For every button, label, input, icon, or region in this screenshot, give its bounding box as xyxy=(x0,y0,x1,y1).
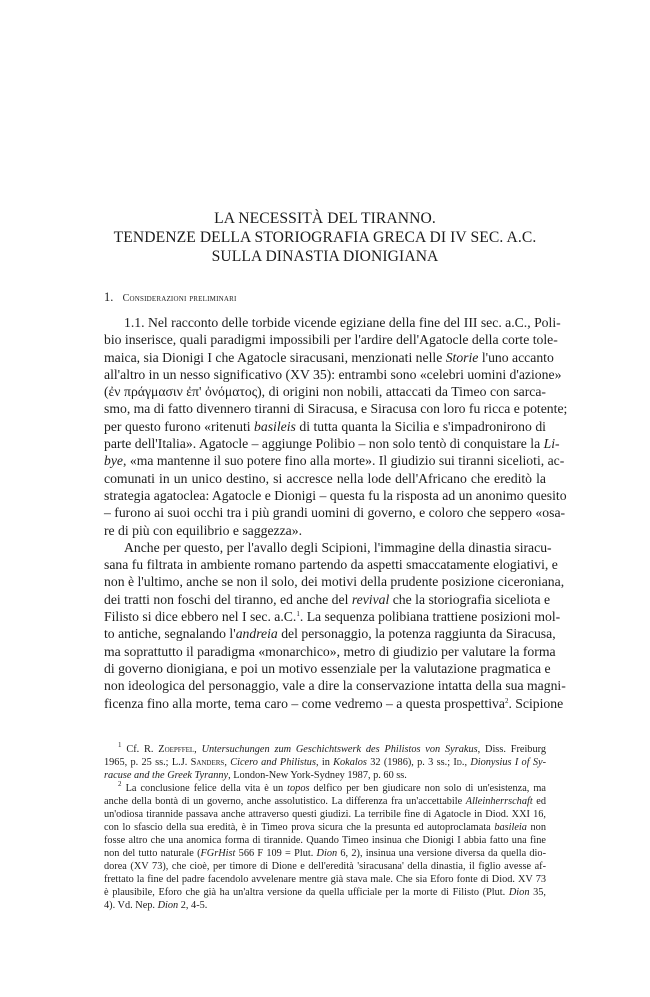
body-line: dei tratti non foschi del tiranno, ed anche del revival che la storiografia siceliota e xyxy=(104,591,551,607)
footnote-1-line: racuse and the Greek Tyranny, London-New York-Sydney 1987, p. 60 ss. xyxy=(104,770,407,781)
footnote-2-line: anche della bontà di un governo, anche assolutistico. La differenza fra un'accettabile Alleinherrschaft ed xyxy=(104,796,546,807)
footnote-1-line: 1965, p. 25 ss.; L.J. Sanders, Cicero and Philistus, in Kokalos 32 (1986), p. 3 ss.; Id., Dionysius I of Sy- xyxy=(104,757,547,768)
body-line: Anche per questo, per l'avallo degli Scipioni, l'immagine della dinastia siracu- xyxy=(124,539,552,555)
body-line: smo, ma di fatto divennero tiranni di Siracusa, e Siracusa con loro fu ricca e potente; xyxy=(104,401,568,417)
body-line: non è l'ultimo, anche se non il solo, dei motivi della prudente posizione ciceroniana, xyxy=(104,574,565,590)
body-line: all'altro in un nesso significativo (XV 35): entrambi sono «celebri uomini d'azione» xyxy=(104,366,562,382)
section-number: 1. xyxy=(104,290,114,304)
body-line: comunati in un unico destino, si accresce nella lode dell'Africano che ereditò la xyxy=(104,470,546,486)
footnote-1-line: $^1$ Cf. R. Zoepffel, Untersuchungen zum Geschichtswerk des Philistos von Syrakus, Diss. Freiburg xyxy=(118,741,546,755)
title-line-1: LA NECESSITÀ DEL TIRANNO. xyxy=(214,210,436,227)
body-text xyxy=(104,314,568,712)
footnote-ref-1: 1 xyxy=(296,610,300,619)
body-line: strategia agatoclea: Agatocle e Dionigi – questa fu la risposta ad un anonimo quesito xyxy=(104,487,567,503)
body-line: (ἐν πράγμασιν ἐπ' ὀνόματος), di origini non nobili, attaccati da Timeo con sarca- xyxy=(104,384,546,400)
footnote-2-line: con lo sfascio della sua eredità, è in Timeo prova sicura che la presunta ed autoproclamata basileia non xyxy=(104,822,546,833)
title-line-2: TENDENZE DELLA STORIOGRAFIA GRECA DI IV SEC. A.C. xyxy=(113,229,537,246)
section-heading xyxy=(104,290,237,305)
body-line: ficenza fino alla morte, tema caro – come vedremo – a questa prospettiva$^2$. Scipione xyxy=(104,695,564,711)
body-line: to antiche, segnalando l'andreia del personaggio, la potenza raggiunta da Siracusa, xyxy=(104,626,556,642)
body-line: Filisto si dice ebbero nel I sec. a.C.$^1$. La sequenza polibiana trattiene posizioni mol- xyxy=(104,609,561,625)
article-title xyxy=(0,209,650,266)
footnote-ref-2: 2 xyxy=(504,696,509,705)
footnote-mark-2: 2 xyxy=(118,780,122,788)
section-title: Considerazioni preliminari xyxy=(122,293,237,304)
footnote-2-line: frettato la fine del padre facendolo avvelenare mentre già stava male. Che sia Eforo fonte di Diod. XV 73 xyxy=(104,874,546,885)
body-line: bio inserisce, quali paradigmi impossibili per l'ardire dell'Agatocle della corte tole- xyxy=(104,332,558,348)
body-line: maica, sia Dionigi I che Agatocle siracusani, menzionati nelle Storie l'uno accanto xyxy=(104,349,554,365)
footnote-mark-1: 1 xyxy=(118,741,122,749)
footnote-2-line: un'odiosa tirannide passava anche attraverso questi giudizi. La terribile fine di Agatocle in Diod. XXI 16, xyxy=(104,809,546,820)
body-line: sana fu filtrata in ambiente romano partendo da aspetti smaccatamente elogiativi, e xyxy=(104,557,558,573)
footnote-2-line: $^2$ La conclusione felice della vita è un topos delfico per ben giudicare non solo di un'esistenza, ma xyxy=(118,780,546,794)
footnote-2-line: dorea (XV 73), che cioè, per timore di Dione e dell'eredità 'siracusana' della dinastia, il figlio avesse af- xyxy=(104,861,546,872)
body-line: re di più con equilibrio e saggezza». xyxy=(104,522,303,538)
body-line: – furono ai suoi occhi tra i più grandi uomini di governo, e coloro che seppero «osa- xyxy=(104,505,566,521)
title-line-3: SULLA DINASTIA DIONIGIANA xyxy=(211,248,439,265)
footnote-2-line: fosse altro che una anomica forma di tirannide. Quando Timeo insinua che Dionigi I abbia fatto una fine xyxy=(104,835,546,846)
body-line: di governo dionigiana, e poi un motivo essenziale per la valutazione pragmatica e xyxy=(104,660,551,676)
body-line: per questo furono «ritenuti basileis di tutta quanta la Sicilia e s'impadronirono di xyxy=(104,418,546,434)
body-line: bye, «ma mantenne il suo potere fino alla morte». Il giudizio sui tiranni sicelioti, ac- xyxy=(104,453,565,469)
footnote-2-line: è plausibile, Eforo che già ha un'altra versione da quella ufficiale per la morte di Filisto (Plut. Dion 35, xyxy=(104,887,546,898)
body-line: non ideologica del personaggio, vale a dire la conservazione intatta della sua magni- xyxy=(104,678,566,694)
footnote-2-line: 4). Vd. Nep. Dion 2, 4-5. xyxy=(104,900,208,911)
body-line: parte dell'Italia». Agatocle – aggiunge Polibio – non solo tentò di conquistare la Li- xyxy=(104,436,560,452)
body-line: ma soprattutto il paradigma «monarchico», metro di giudizio per valutare la forma xyxy=(104,643,556,659)
body-line: 1.1. Nel racconto delle torbide vicende egiziane della fine del III sec. a.C., Poli- xyxy=(124,315,561,330)
footnotes xyxy=(104,743,546,912)
footnote-2-line: non del tutto naturale (FGrHist 566 F 109 = Plut. Dion 6, 2), insinua una versione diversa da quella dio- xyxy=(104,848,546,859)
